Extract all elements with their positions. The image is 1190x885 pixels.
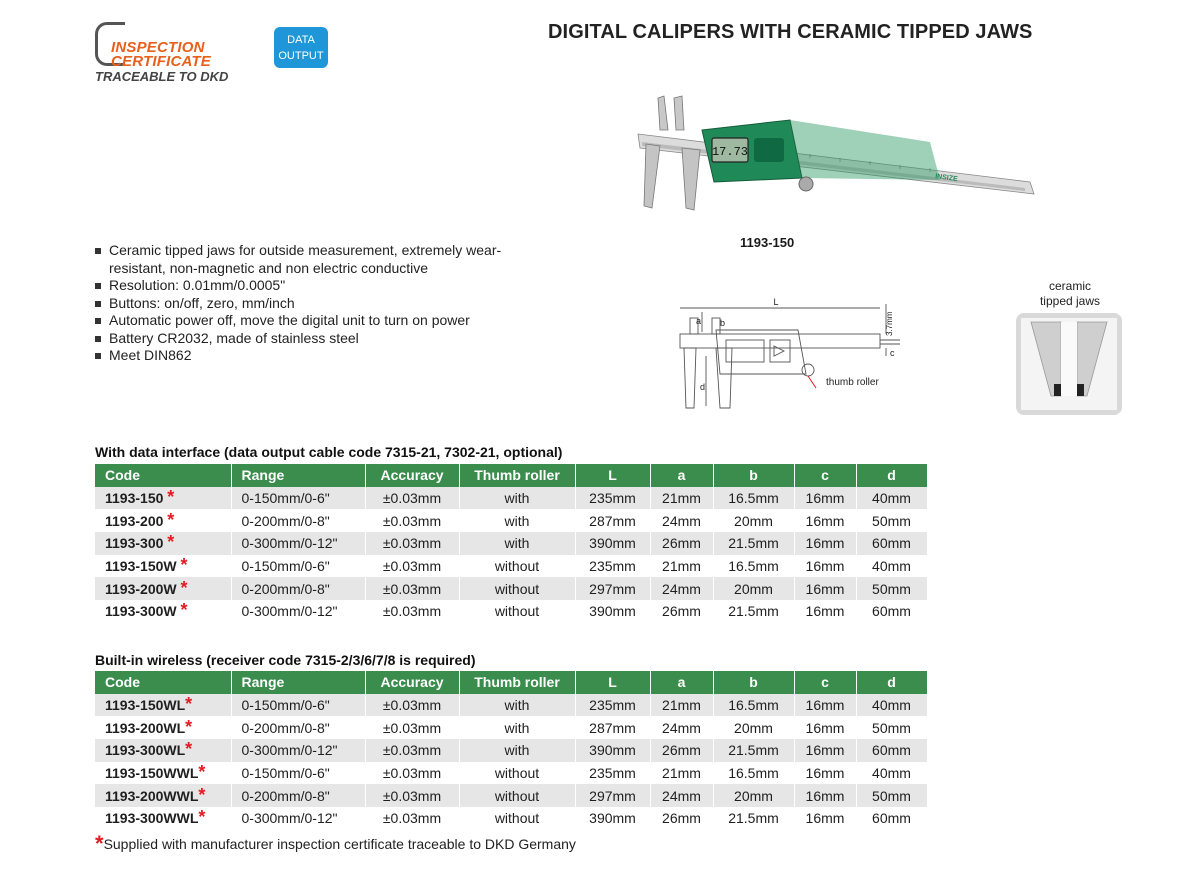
cell-b: 21.5mm: [713, 532, 794, 555]
cell-range: 0-200mm/0-8": [231, 784, 365, 807]
cell-a: 26mm: [650, 532, 713, 555]
cell-L: 390mm: [575, 807, 650, 830]
cell-thumb-roller: with: [459, 694, 575, 717]
cell-c: 16mm: [794, 555, 856, 578]
dimension-diagram: [676, 296, 906, 416]
cell-range: 0-200mm/0-8": [231, 716, 365, 739]
cell-L: 235mm: [575, 694, 650, 717]
cell-accuracy: ±0.03mm: [365, 807, 459, 830]
cell-accuracy: ±0.03mm: [365, 509, 459, 532]
page-title: DIGITAL CALIPERS WITH CERAMIC TIPPED JAWS: [548, 21, 1033, 43]
col-a: a: [650, 464, 713, 487]
cell-a: 26mm: [650, 807, 713, 830]
cell-thumb-roller: with: [459, 739, 575, 762]
cell-code: 1193-150WWL*: [95, 762, 231, 785]
cell-thumb-roller: without: [459, 784, 575, 807]
cell-thumb-roller: without: [459, 600, 575, 623]
col-a: a: [650, 671, 713, 694]
bullet-icon: [95, 248, 101, 254]
cell-L: 235mm: [575, 555, 650, 578]
cell-thumb-roller: without: [459, 577, 575, 600]
cell-a: 21mm: [650, 555, 713, 578]
cell-accuracy: ±0.03mm: [365, 739, 459, 762]
star-icon: *: [198, 807, 206, 828]
bullet-icon: [95, 318, 101, 324]
cell-a: 24mm: [650, 509, 713, 532]
cell-d: 50mm: [856, 577, 927, 600]
data-interface-table: [95, 464, 928, 623]
star-icon: *: [167, 509, 175, 530]
cell-accuracy: ±0.03mm: [365, 716, 459, 739]
table-row: [95, 487, 927, 510]
cell-code: 1193-200WL*: [95, 716, 231, 739]
table-row: [95, 509, 927, 532]
cell-d: 60mm: [856, 807, 927, 830]
table-row: [95, 694, 927, 717]
col-code: Code: [95, 464, 231, 487]
col-b: b: [713, 671, 794, 694]
cell-L: 297mm: [575, 577, 650, 600]
cell-c: 16mm: [794, 762, 856, 785]
cell-accuracy: ±0.03mm: [365, 532, 459, 555]
inspection-certificate-logo: [95, 22, 245, 86]
col-L: L: [575, 671, 650, 694]
cell-code: 1193-300WWL*: [95, 807, 231, 830]
col-range: Range: [231, 671, 365, 694]
col-accuracy: Accuracy: [365, 671, 459, 694]
cell-c: 16mm: [794, 716, 856, 739]
bullet-icon: [95, 283, 101, 289]
cell-range: 0-300mm/0-12": [231, 739, 365, 762]
cell-L: 390mm: [575, 532, 650, 555]
cell-d: 50mm: [856, 784, 927, 807]
cell-code: 1193-300WL*: [95, 739, 231, 762]
cell-d: 60mm: [856, 532, 927, 555]
cell-thumb-roller: with: [459, 532, 575, 555]
cell-b: 21.5mm: [713, 600, 794, 623]
cell-range: 0-300mm/0-12": [231, 600, 365, 623]
star-icon: *: [185, 739, 193, 760]
cell-a: 24mm: [650, 716, 713, 739]
dim-label-L: L: [773, 297, 779, 307]
cell-c: 16mm: [794, 577, 856, 600]
col-thumb-roller: Thumb roller: [459, 671, 575, 694]
cell-a: 21mm: [650, 487, 713, 510]
star-icon: *: [180, 577, 188, 598]
col-L: L: [575, 464, 650, 487]
feature-item: Ceramic tipped jaws for outside measurement, extremely wear-resistant, non-magnetic and non electric conductive: [95, 242, 555, 277]
footnote: *Supplied with manufacturer inspection certificate traceable to DKD Germany: [95, 831, 576, 856]
table-row: [95, 739, 927, 762]
col-c: c: [794, 464, 856, 487]
cell-b: 20mm: [713, 509, 794, 532]
cell-d: 40mm: [856, 762, 927, 785]
table-row: [95, 532, 927, 555]
cell-thumb-roller: with: [459, 716, 575, 739]
feature-item: Automatic power off, move the digital unit to turn on power: [95, 312, 555, 330]
cell-range: 0-200mm/0-8": [231, 509, 365, 532]
cell-a: 26mm: [650, 600, 713, 623]
cell-b: 16.5mm: [713, 762, 794, 785]
cell-accuracy: ±0.03mm: [365, 694, 459, 717]
col-accuracy: Accuracy: [365, 464, 459, 487]
table-row: [95, 762, 927, 785]
data-interface-heading: With data interface (data output cable code 7315-21, 7302-21, optional): [95, 444, 563, 460]
cert-logo-line2: CERTIFICATE: [111, 53, 211, 70]
cell-b: 21.5mm: [713, 807, 794, 830]
display-reading: 17.73: [711, 145, 749, 159]
cell-code: 1193-300W *: [95, 600, 231, 623]
star-icon: *: [180, 600, 188, 621]
cell-L: 235mm: [575, 762, 650, 785]
table-header-row: [95, 671, 927, 694]
table-row: [95, 577, 927, 600]
col-code: Code: [95, 671, 231, 694]
star-icon: *: [185, 694, 193, 715]
table-row: [95, 600, 927, 623]
cell-c: 16mm: [794, 807, 856, 830]
cell-code: 1193-200W *: [95, 577, 231, 600]
cell-b: 16.5mm: [713, 694, 794, 717]
ceramic-caption: ceramic tipped jaws: [1039, 279, 1101, 308]
cell-code: 1193-150 *: [95, 487, 231, 510]
feature-item: Battery CR2032, made of stainless steel: [95, 330, 555, 348]
badge-line2: OUTPUT: [278, 50, 324, 62]
dim-label-d: d: [700, 382, 706, 392]
cell-accuracy: ±0.03mm: [365, 487, 459, 510]
cell-c: 16mm: [794, 532, 856, 555]
col-d: d: [856, 671, 927, 694]
cell-d: 40mm: [856, 487, 927, 510]
bullet-icon: [95, 301, 101, 307]
ceramic-jaws-photo: [1016, 313, 1122, 415]
badge-line1: DATA: [287, 34, 315, 46]
cell-thumb-roller: without: [459, 807, 575, 830]
cell-a: 24mm: [650, 784, 713, 807]
star-icon: *: [185, 716, 193, 737]
cell-range: 0-300mm/0-12": [231, 532, 365, 555]
cell-d: 50mm: [856, 509, 927, 532]
cell-accuracy: ±0.03mm: [365, 577, 459, 600]
cell-a: 21mm: [650, 694, 713, 717]
cell-L: 390mm: [575, 739, 650, 762]
dim-label-b: b: [720, 318, 726, 328]
cell-b: 20mm: [713, 784, 794, 807]
star-icon: *: [95, 831, 104, 856]
table-row: [95, 784, 927, 807]
bullet-icon: [95, 336, 101, 342]
caliper-product-image: [630, 90, 1042, 220]
cell-range: 0-150mm/0-6": [231, 555, 365, 578]
wireless-heading: Built-in wireless (receiver code 7315-2/3/6/7/8 is required): [95, 652, 476, 668]
star-icon: *: [198, 784, 206, 805]
cell-c: 16mm: [794, 487, 856, 510]
cert-logo-subtitle: TRACEABLE TO DKD: [95, 69, 229, 84]
cell-L: 390mm: [575, 600, 650, 623]
ceramic-jaw-closeup-image: [1021, 318, 1117, 410]
cell-thumb-roller: without: [459, 762, 575, 785]
cell-code: 1193-300 *: [95, 532, 231, 555]
feature-item: Resolution: 0.01mm/0.0005": [95, 277, 555, 295]
cell-c: 16mm: [794, 509, 856, 532]
cell-code: 1193-200 *: [95, 509, 231, 532]
cell-L: 235mm: [575, 487, 650, 510]
table-row: [95, 807, 927, 830]
feature-item: Buttons: on/off, zero, mm/inch: [95, 295, 555, 313]
star-icon: *: [167, 487, 175, 508]
cell-c: 16mm: [794, 739, 856, 762]
cell-a: 24mm: [650, 577, 713, 600]
cell-thumb-roller: with: [459, 487, 575, 510]
cell-c: 16mm: [794, 694, 856, 717]
cell-range: 0-150mm/0-6": [231, 694, 365, 717]
feature-item: Meet DIN862: [95, 347, 555, 365]
cell-L: 297mm: [575, 784, 650, 807]
col-b: b: [713, 464, 794, 487]
cell-range: 0-200mm/0-8": [231, 577, 365, 600]
table-row: [95, 716, 927, 739]
data-output-badge: [274, 27, 328, 68]
col-thumb-roller: Thumb roller: [459, 464, 575, 487]
cell-code: 1193-150WL*: [95, 694, 231, 717]
cell-b: 20mm: [713, 577, 794, 600]
cell-d: 40mm: [856, 555, 927, 578]
cert-logo-line1: INSPECTION: [111, 39, 205, 56]
product-model-caption: 1193-150: [740, 235, 795, 250]
table-header-row: [95, 464, 927, 487]
cell-b: 20mm: [713, 716, 794, 739]
cell-b: 16.5mm: [713, 555, 794, 578]
feature-list: [95, 242, 555, 365]
thumb-roller-label: thumb roller: [826, 377, 879, 388]
col-c: c: [794, 671, 856, 694]
cell-accuracy: ±0.03mm: [365, 600, 459, 623]
cell-code: 1193-200WWL*: [95, 784, 231, 807]
dim-label-depth: 3.7mm: [885, 311, 894, 336]
cell-L: 287mm: [575, 716, 650, 739]
cell-thumb-roller: with: [459, 509, 575, 532]
bullet-icon: [95, 353, 101, 359]
cell-d: 40mm: [856, 694, 927, 717]
brand-label: INSIZE: [934, 173, 959, 184]
cell-L: 287mm: [575, 509, 650, 532]
cell-accuracy: ±0.03mm: [365, 555, 459, 578]
cell-code: 1193-150W *: [95, 555, 231, 578]
cell-range: 0-300mm/0-12": [231, 807, 365, 830]
col-d: d: [856, 464, 927, 487]
cell-range: 0-150mm/0-6": [231, 762, 365, 785]
cell-a: 21mm: [650, 762, 713, 785]
col-range: Range: [231, 464, 365, 487]
cell-d: 50mm: [856, 716, 927, 739]
star-icon: *: [167, 532, 175, 553]
dim-label-a: a: [696, 316, 702, 326]
cell-range: 0-150mm/0-6": [231, 487, 365, 510]
wireless-table: [95, 671, 928, 830]
cell-c: 16mm: [794, 784, 856, 807]
cell-accuracy: ±0.03mm: [365, 762, 459, 785]
star-icon: *: [198, 762, 206, 783]
cell-c: 16mm: [794, 600, 856, 623]
cell-d: 60mm: [856, 600, 927, 623]
star-icon: *: [180, 555, 188, 576]
cell-d: 60mm: [856, 739, 927, 762]
table-row: [95, 555, 927, 578]
cell-thumb-roller: without: [459, 555, 575, 578]
cell-accuracy: ±0.03mm: [365, 784, 459, 807]
cell-a: 26mm: [650, 739, 713, 762]
cell-b: 16.5mm: [713, 487, 794, 510]
dim-label-c: c: [890, 348, 895, 358]
cell-b: 21.5mm: [713, 739, 794, 762]
